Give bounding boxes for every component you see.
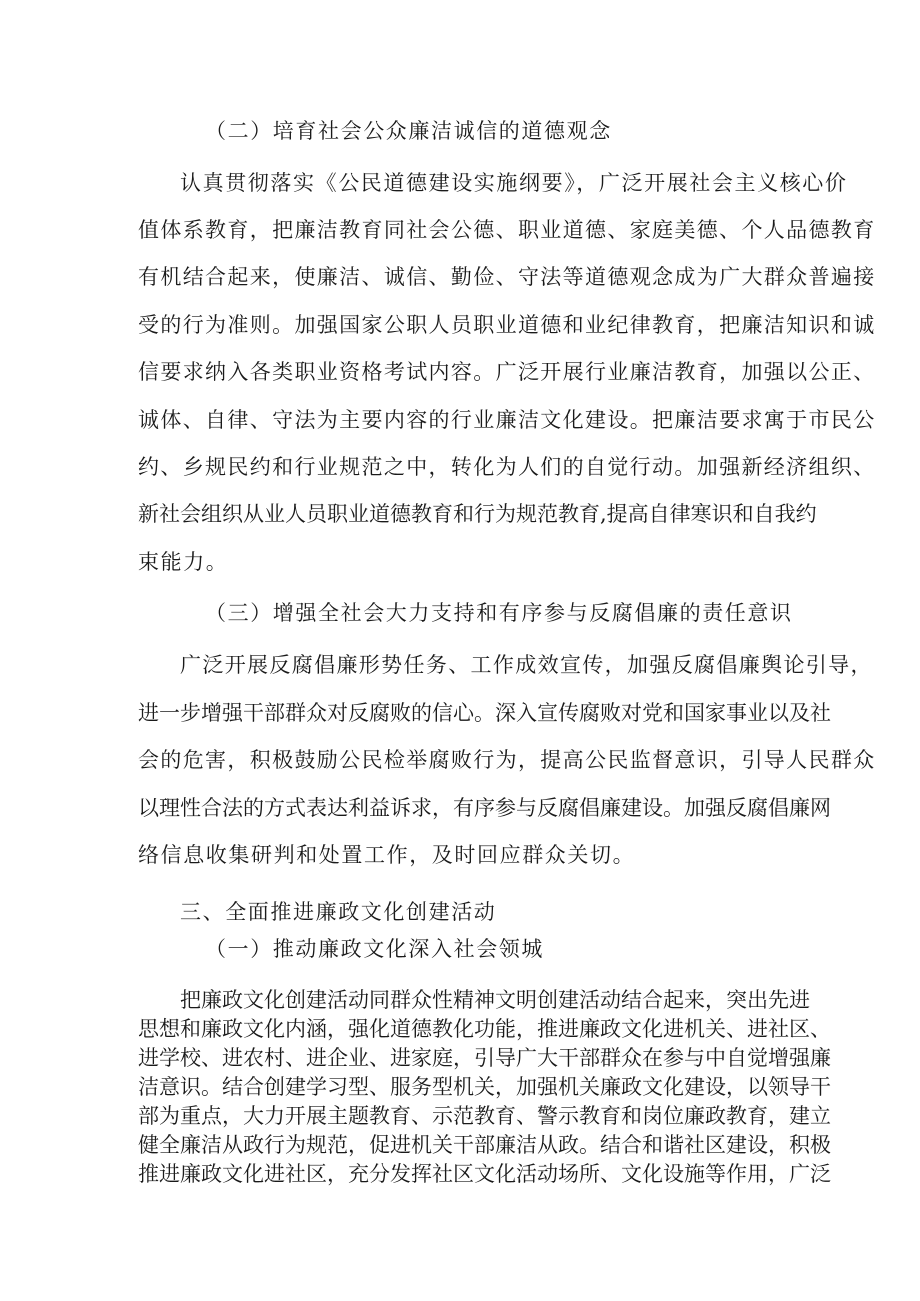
paragraph-line: 把廉政文化创建活动同群众性精神文明创建活动结合起来，突出先进 — [180, 988, 810, 1012]
paragraph-line: 束能力。 — [138, 550, 229, 574]
paragraph-line: 进学校、进农村、进企业、进家庭，引导广大干部群众在参与中自觉增强廉 — [138, 1046, 831, 1070]
paragraph-line: 诚体、自律、守法为主要内容的行业廉洁文化建设。把廉洁要求寓于市民公 — [138, 408, 876, 432]
paragraph-line: 会的危害，积极鼓励公民检举腐败行为，提高公民监督意识，引导人民群众 — [138, 748, 876, 772]
paragraph-line: 认真贯彻落实《公民道德建设实施纲要》，广泛开展社会主义核心价 — [180, 171, 848, 195]
section-heading: （二）培育社会公众廉洁诚信的道德观念 — [205, 119, 612, 143]
part-heading: 三、全面推进廉政文化创建活动 — [180, 900, 497, 924]
paragraph-line: 新社会组织从业人员职业道德教育和行为规范教育,提高自律寒识和自我约 — [138, 502, 817, 526]
paragraph-line: 络信息收集研判和处置工作，及时回应群众关切。 — [138, 843, 636, 867]
paragraph-line: 广泛开展反腐倡廉形势任务、工作成效宣传，加强反腐倡廉舆论引导， — [180, 653, 873, 677]
paragraph-line: 信要求纳入各类职业资格考试内容。广泛开展行业廉洁教育，加强以公正、 — [138, 360, 876, 384]
paragraph-line: 约、乡规民约和行业规范之中，转化为人们的自觉行动。加强新经济组织、 — [138, 455, 876, 479]
section-heading: （三）增强全社会大力支持和有序参与反腐倡廉的责任意识 — [205, 601, 793, 625]
paragraph-line: 受的行为准则。加强国家公职人员职业道德和业纪律教育，把廉洁知识和诚 — [138, 313, 876, 337]
paragraph-line: 推进廉政文化进社区，充分发挥社区文化活动场所、文化设施等作用，广泛 — [138, 1162, 831, 1186]
paragraph-line: 值体系教育，把廉洁教育同社会公德、职业道德、家庭美德、个人品德教育 — [138, 218, 876, 242]
paragraph-line: 进一步增强干部群众对反腐败的信心。深入宣传腐败对党和国家事业以及社 — [138, 701, 831, 725]
paragraph-line: 思想和廉政文化内涵，强化道德教化功能，推进廉政文化进机关、进社区、 — [138, 1017, 831, 1041]
paragraph-line: 洁意识。结合创建学习型、服务型机关，加强机关廉政文化建设，以领导干 — [138, 1075, 831, 1099]
paragraph-line: 以理性合法的方式表达利益诉求，有序参与反腐倡廉建设。加强反腐倡廉网 — [138, 796, 831, 820]
subsection-heading: （一）推动廉政文化深入社会领城 — [205, 937, 544, 961]
paragraph-line: 有机结合起来，使廉洁、诚信、勤俭、守法等道德观念成为广大群众普遍接 — [138, 265, 876, 289]
paragraph-line: 健全廉洁从政行为规范，促进机关干部廉洁从政。结合和谐社区建设，积极 — [138, 1133, 831, 1157]
paragraph-line: 部为重点，大力开展主题教育、示范教育、警示教育和岗位廉政教育，建立 — [138, 1104, 831, 1128]
